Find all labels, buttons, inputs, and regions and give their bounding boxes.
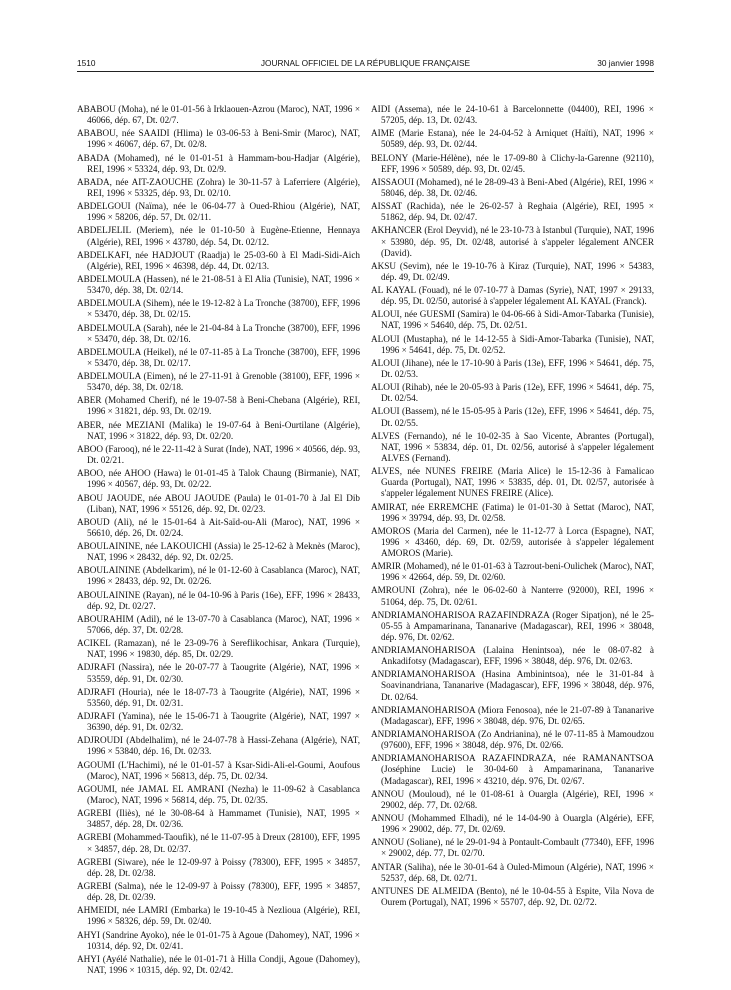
header-rule — [77, 71, 654, 72]
decree-entry: ANDRIAMANOHARISOA RAZAFINDRAZA (Roger Sipatjon), né le 25-05-55 à Ampamarinana, Tananarive (Madagascar), REI, 1996 × 38048, dép. 976, Dt. 02/62. — [371, 609, 654, 642]
decree-entry: AGOUMI, née JAMAL EL AMRANI (Nezha) le 11-09-62 à Casablanca (Maroc), NAT, 1996 × 56814, dép. 75, Dt. 02/35. — [77, 783, 360, 805]
decree-entry: AKSU (Sevim), née le 19-10-76 à Kiraz (Turquie), NAT, 1996 × 54383, dép. 49, Dt. 02/49. — [371, 260, 654, 282]
decree-entry: ALOUI (Jihane), née le 17-10-90 à Paris (13e), EFF, 1996 × 54641, dép. 75, Dt. 02/53. — [371, 357, 654, 379]
decree-entry: ANNOU (Soliane), né le 29-01-94 à Pontault-Combault (77340), EFF, 1996 × 29002, dép. 77, Dt. 02/70. — [371, 837, 654, 859]
decree-entry: ABDELMOULA (Sarah), née le 21-04-84 à La Tronche (38700), EFF, 1996 × 53470, dép. 38, Dt. 02/16. — [77, 322, 360, 344]
decree-entry: AKHANCER (Erol Deyvid), né le 23-10-73 à Istanbul (Turquie), NAT, 1996 × 53980, dép. 95, Dt. 02/48, autorisé à s'appeler légalement ANCER (David). — [371, 225, 654, 258]
decree-entry: ABOULAININE (Abdelkarim), né le 01-12-60 à Casablanca (Maroc), NAT, 1996 × 28433, dép. 92, Dt. 02/26. — [77, 565, 360, 587]
decree-entry: ALOUI, née GUESMI (Samira) le 04-06-66 à Sidi-Amor-Tabarka (Tunisie), NAT, 1996 × 54640, dép. 75, Dt. 02/51. — [371, 309, 654, 331]
decree-entry: ABABOU, née SAAIDI (Hlima) le 03-06-53 à Beni-Smir (Maroc), NAT, 1996 × 46067, dép. 67, Dt. 02/8. — [77, 128, 360, 150]
decree-entry: ANDRIAMANOHARISOA RAZAFINDRAZA, née RAMANANTSOA (Joséphine Lucie) le 30-04-60 à Ampamarinana, Tananarive (Madagascar), REI, 1996 × 43210, dép. 976, Dt. 02/67. — [371, 753, 654, 786]
decree-entry: ALOUI (Bassem), né le 15-05-95 à Paris (12e), EFF, 1996 × 54641, dép. 75, Dt. 02/55. — [371, 406, 654, 428]
decree-entry: ABOULAININE, née LAKOUICHI (Assia) le 25-12-62 à Meknès (Maroc), NAT, 1996 × 28432, dép. 92, Dt. 02/25. — [77, 541, 360, 563]
decree-entry: ABOURAHIM (Adil), né le 13-07-70 à Casablanca (Maroc), NAT, 1996 × 57066, dép. 37, Dt. 02/28. — [77, 613, 360, 635]
decree-entry: AMOROS (Maria del Carmen), née le 11-12-77 à Lorca (Espagne), NAT, 1996 × 43460, dép. 69, Dt. 02/59, autorisée à s'appeler légalement AMOROS (Marie). — [371, 525, 654, 558]
decree-entry: AHYI (Ayélé Nathalie), née le 01-01-71 à Hilla Condji, Agoue (Dahomey), NAT, 1996 × 10315, dép. 92, Dt. 02/42. — [77, 953, 360, 975]
decree-entry: AIDI (Assema), née le 24-10-61 à Barcelonnette (04400), REI, 1996 × 57205, dép. 13, Dt. 02/43. — [371, 104, 654, 126]
decree-entry: ANDRIAMANOHARISOA (Miora Fenosoa), née le 21-07-89 à Tananarive (Madagascar), EFF, 1996 × 38048, dép. 976, Dt. 02/65. — [371, 704, 654, 726]
decree-entry: ABDELKAFI, née HADJOUT (Raadja) le 25-03-60 à El Madi-Sidi-Aich (Algérie), REI, 1996 × 46398, dép. 44, Dt. 02/13. — [77, 249, 360, 271]
journal-title: JOURNAL OFFICIEL DE LA RÉPUBLIQUE FRANÇAISE — [260, 58, 471, 68]
decree-entry: AHMEIDI, née LAMRI (Embarka) le 19-10-45 à Nezlioua (Algérie), REI, 1996 × 58326, dép. 59, Dt. 02/40. — [77, 905, 360, 927]
decree-entry: ADJROUDI (Abdelhalim), né le 24-07-78 à Hassi-Zehana (Algérie), NAT, 1996 × 53840, dép. 16, Dt. 02/33. — [77, 735, 360, 757]
decree-entry: ABOO, née AHOO (Hawa) le 01-01-45 à Talok Chaung (Birmanie), NAT, 1996 × 40567, dép. 93, Dt. 02/22. — [77, 468, 360, 490]
decree-entry: ACIKEL (Ramazan), né le 23-09-76 à Sereflikochisar, Ankara (Turquie), NAT, 1996 × 19830, dép. 85, Dt. 02/29. — [77, 638, 360, 660]
left-column — [77, 104, 360, 978]
decree-entry: AGREBI (Iliès), né le 30-08-64 à Hammamet (Tunisie), NAT, 1995 × 34857, dép. 28, Dt. 02/36. — [77, 808, 360, 830]
decree-entry: ALVES, née NUNES FREIRE (Maria Alice) le 15-12-36 à Famalicao Guarda (Portugal), NAT, 1996 × 53835, dép. 01, Dt. 02/57, autorisée à s'appeler légalement NUNES FREIRE (Alice). — [371, 466, 654, 499]
decree-entry: BELONY (Marie-Hélène), née le 17-09-80 à Clichy-la-Garenne (92110), EFF, 1996 × 50589, dép. 93, Dt. 02/45. — [371, 152, 654, 174]
decree-entry: ALOUI (Mustapha), né le 14-12-55 à Sidi-Amor-Tabarka (Tunisie), NAT, 1996 × 54641, dép. 75, Dt. 02/52. — [371, 333, 654, 355]
decree-entry: ADJRAFI (Nassira), née le 20-07-77 à Taougrite (Algérie), NAT, 1996 × 53559, dép. 91, Dt. 02/30. — [77, 662, 360, 684]
decree-entry: ADJRAFI (Houria), née le 18-07-73 à Taougrite (Algérie), NAT, 1996 × 53560, dép. 91, Dt. 02/31. — [77, 686, 360, 708]
decree-entry: ANNOU (Mohammed Elhadi), né le 14-04-90 à Ouargla (Algérie), EFF, 1996 × 29002, dép. 77, Dt. 02/69. — [371, 812, 654, 835]
issue-date: 30 janvier 1998 — [597, 58, 654, 68]
decree-entry: AMRIR (Mohamed), né le 01-01-63 à Tazrout-beni-Oulichek (Maroc), NAT, 1996 × 42664, dép. 59, Dt. 02/60. — [371, 561, 654, 583]
decree-entry: ADJRAFI (Yamina), née le 15-06-71 à Taougrite (Algérie), NAT, 1997 × 36390, dép. 91, Dt. 02/32. — [77, 711, 360, 733]
decree-entry: AGREBI (Mohammed-Taoufik), né le 11-07-95 à Dreux (28100), EFF, 1995 × 34857, dép. 28, Dt. 02/37. — [77, 832, 360, 854]
decree-entry: ABDELMOULA (Heikel), né le 07-11-85 à La Tronche (38700), EFF, 1996 × 53470, dép. 38, Dt. 02/17. — [77, 346, 360, 368]
decree-entry: ABADA, née AIT-ZAOUCHE (Zohra) le 30-11-57 à Laferriere (Algérie), REI, 1996 × 53325, dép. 93, Dt. 02/10. — [77, 176, 360, 198]
decree-entry: ALOUI (Rihab), née le 20-05-93 à Paris (12e), EFF, 1996 × 54641, dép. 75, Dt. 02/54. — [371, 382, 654, 404]
decree-entry: AMROUNI (Zohra), née le 06-02-60 à Nanterre (92000), REI, 1996 × 51064, dép. 75, Dt. 02/61. — [371, 585, 654, 607]
decree-entry: ABDELMOULA (Sihem), née le 19-12-82 à La Tronche (38700), EFF, 1996 × 53470, dép. 38, Dt. 02/15. — [77, 298, 360, 320]
decree-entry: ABADA (Mohamed), né le 01-01-51 à Hammam-bou-Hadjar (Algérie), REI, 1996 × 53324, dép. 93, Dt. 02/9. — [77, 152, 360, 174]
page-header — [77, 58, 654, 70]
decree-entry: AGREBI (Salma), née le 12-09-97 à Poissy (78300), EFF, 1995 × 34857, dép. 28, Dt. 02/39. — [77, 881, 360, 903]
decree-entry: ANDRIAMANOHARISOA (Hasina Ambinintsoa), née le 31-01-84 à Soavinandriana, Tananarive (Madagascar), EFF, 1996 × 38048, dép. 976, Dt. 02/64. — [371, 669, 654, 702]
decree-entry: ABABOU (Moha), né le 01-01-56 à Irklaouen-Azrou (Maroc), NAT, 1996 × 46066, dép. 67, Dt. 02/7. — [77, 104, 360, 126]
decree-entry: ANDRIAMANOHARISOA (Lalaina Henintsoa), née le 08-07-82 à Ankadifotsy (Madagascar), EFF, 1996 × 38048, dép. 976, Dt. 02/63. — [371, 645, 654, 667]
decree-entry: AMIRAT, née ERREMCHE (Fatima) le 01-01-30 à Settat (Maroc), NAT, 1996 × 39794, dép. 93, Dt. 02/58. — [371, 501, 654, 523]
decree-entry: ABDELMOULA (Hassen), né le 21-08-51 à El Alia (Tunisie), NAT, 1996 × 53470, dép. 38, Dt. 02/14. — [77, 273, 360, 296]
decree-entry: ABOO (Farooq), né le 22-11-42 à Surat (Inde), NAT, 1996 × 40566, dép. 93, Dt. 02/21. — [77, 443, 360, 466]
decree-entry: ANTUNES DE ALMEIDA (Bento), né le 10-04-55 à Espite, Vila Nova de Ourem (Portugal), NAT, 1996 × 55707, dép. 92, Dt. 02/72. — [371, 885, 654, 907]
decree-entry: AISSAOUI (Mohamed), né le 28-09-43 à Beni-Abed (Algérie), REI, 1996 × 58046, dép. 38, Dt. 02/46. — [371, 176, 654, 198]
right-column — [371, 104, 654, 910]
decree-entry: ABOULAININE (Rayan), né le 04-10-96 à Paris (16e), EFF, 1996 × 28433, dép. 92, Dt. 02/27. — [77, 589, 360, 611]
decree-entry: ABOUD (Ali), né le 15-01-64 à Ait-Saïd-ou-Ali (Maroc), NAT, 1996 × 56610, dép. 26, Dt. 02/24. — [77, 516, 360, 538]
decree-entry: ABDELJELIL (Meriem), née le 01-10-50 à Eugène-Etienne, Hennaya (Algérie), REI, 1996 × 43780, dép. 54, Dt. 02/12. — [77, 225, 360, 247]
decree-entry: AIME (Marie Estana), née le 24-04-52 à Arniquet (Haïti), NAT, 1996 × 50589, dép. 93, Dt. 02/44. — [371, 128, 654, 150]
decree-entry: AL KAYAL (Fouad), né le 07-10-77 à Damas (Syrie), NAT, 1997 × 29133, dép. 95, Dt. 02/50, autorisé à s'appeler légalement AL KAYAL (Franck). — [371, 285, 654, 307]
decree-entry: AHYI (Sandrine Ayoko), née le 01-01-75 à Agoue (Dahomey), NAT, 1996 × 10314, dép. 92, Dt. 02/41. — [77, 929, 360, 951]
decree-entry: ABER (Mohamed Cherif), né le 19-07-58 à Beni-Chebana (Algérie), REI, 1996 × 31821, dép. 93, Dt. 02/19. — [77, 395, 360, 417]
decree-entry: AGREBI (Siware), née le 12-09-97 à Poissy (78300), EFF, 1995 × 34857, dép. 28, Dt. 02/38. — [77, 856, 360, 878]
decree-entry: ANTAR (Saliha), née le 30-01-64 à Ouled-Mimoun (Algérie), NAT, 1996 × 52537, dép. 68, Dt. 02/71. — [371, 861, 654, 883]
decree-entry: ANDRIAMANOHARISOA (Zo Andrianina), né le 07-11-85 à Mamoudzou (97600), EFF, 1996 × 38048, dép. 976, Dt. 02/66. — [371, 729, 654, 751]
decree-entry: ALVES (Fernando), né le 10-02-35 à Sao Vicente, Abrantes (Portugal), NAT, 1996 × 53834, dép. 01, Dt. 02/56, autorisé à s'appeler légalement ALVES (Fernand). — [371, 430, 654, 463]
decree-entry: ANNOU (Mouloud), né le 01-08-61 à Ouargla (Algérie), REI, 1996 × 29002, dép. 77, Dt. 02/68. — [371, 788, 654, 810]
decree-entry: AGOUMI (L'Hachimi), né le 01-01-57 à Ksar-Sidi-Ali-el-Goumi, Aoufous (Maroc), NAT, 1996 × 56813, dép. 75, Dt. 02/34. — [77, 759, 360, 781]
page-number: 1510 — [77, 58, 96, 68]
decree-entry: ABDELGOUI (Naïma), née le 06-04-77 à Oued-Rhiou (Algérie), NAT, 1996 × 58206, dép. 57, Dt. 02/11. — [77, 201, 360, 223]
decree-entry: ABOU JAOUDE, née ABOU JAOUDE (Paula) le 01-01-70 à Jal El Dib (Liban), NAT, 1996 × 55126, dép. 92, Dt. 02/23. — [77, 492, 360, 514]
decree-entry: AISSAT (Rachida), née le 26-02-57 à Reghaia (Algérie), REI, 1995 × 51862, dép. 94, Dt. 02/47. — [371, 201, 654, 223]
decree-entry: ABDELMOULA (Eimen), né le 27-11-91 à Grenoble (38100), EFF, 1996 × 53470, dép. 38, Dt. 02/18. — [77, 371, 360, 393]
decree-entry: ABER, née MEZIANI (Malika) le 19-07-64 à Beni-Ourtilane (Algérie), NAT, 1996 × 31822, dép. 93, Dt. 02/20. — [77, 419, 360, 441]
